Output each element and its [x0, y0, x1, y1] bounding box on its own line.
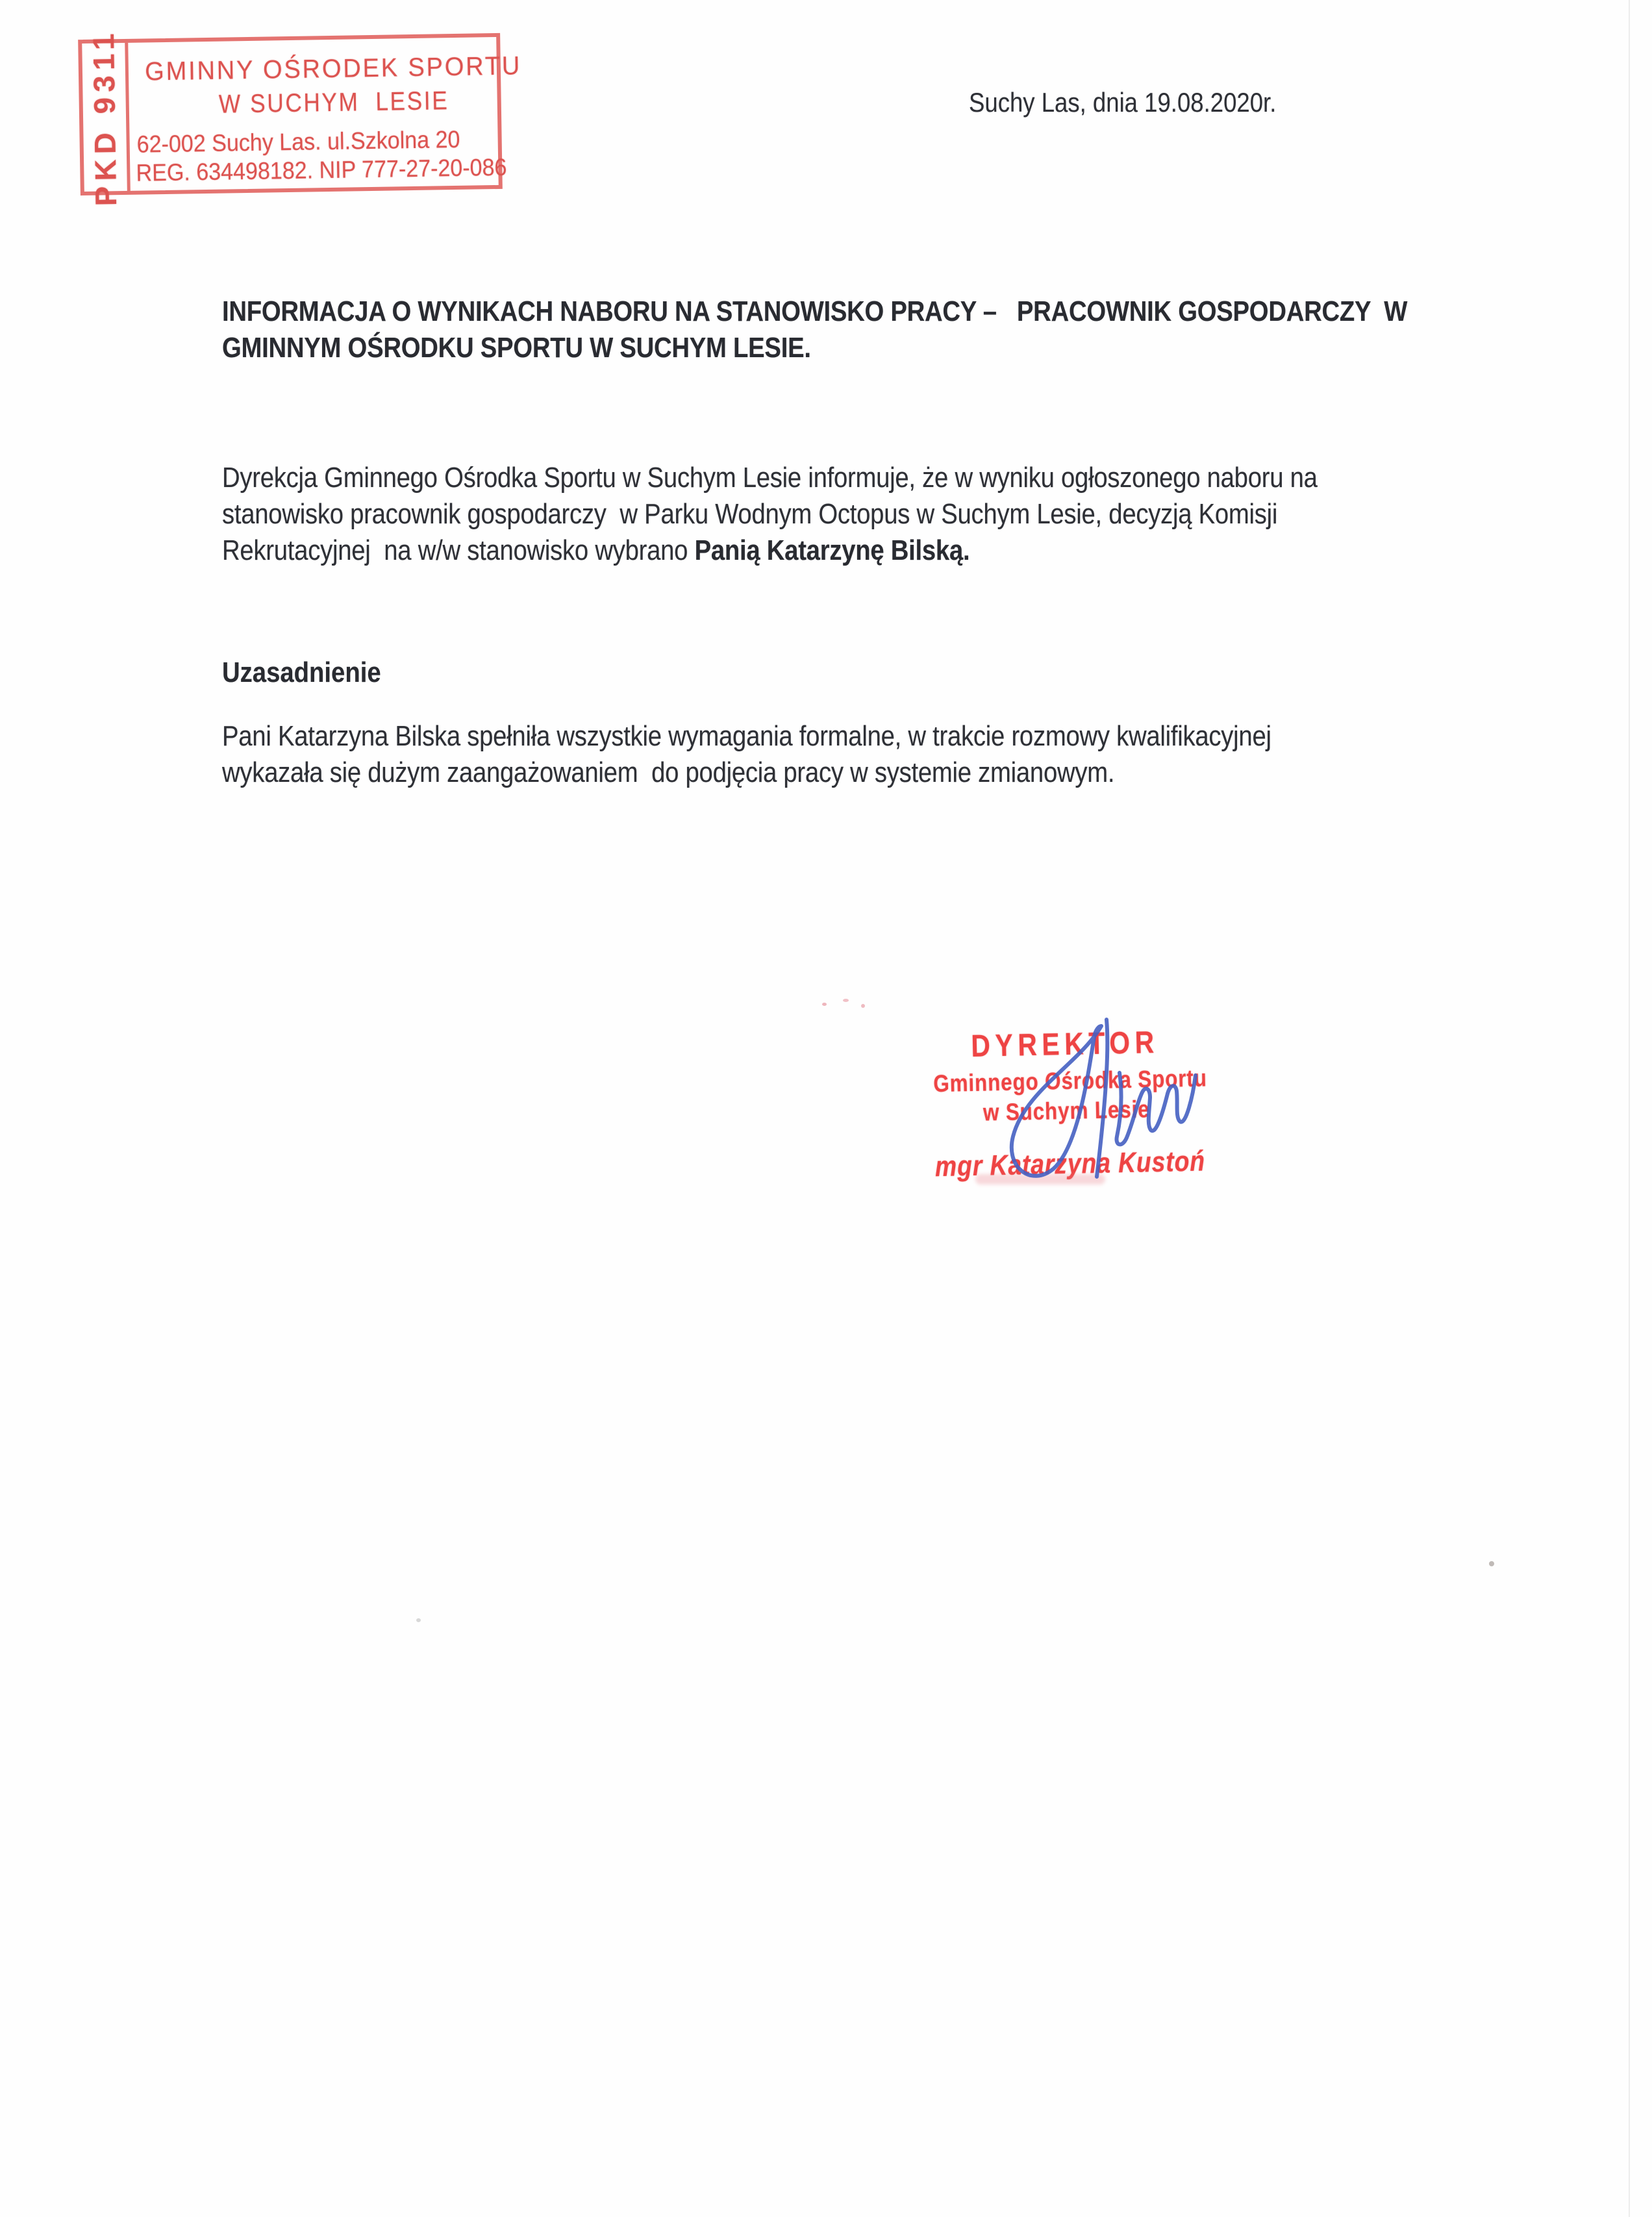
- paragraph2-line-1: Pani Katarzyna Bilska spełniła wszystkie wymagania formalne, w trakcie rozmowy kwalifikacyjnej: [222, 720, 1271, 752]
- director-stamp-title: DYREKTOR: [970, 1025, 1160, 1064]
- stamp-reg-nip-line: REG. 634498182. NIP 777-27-20-086: [136, 153, 507, 186]
- justification-heading-text: Uzasadnienie: [222, 657, 381, 688]
- paragraph1-line-2: stanowisko pracownik gospodarczy w Parku Wodnym Octopus w Suchym Lesie, decyzją Komisji: [222, 498, 1278, 530]
- office-address-stamp: [78, 28, 522, 207]
- paragraph-justification: [222, 718, 1428, 791]
- title-line-1: INFORMACJA O WYNIKACH NABORU NA STANOWISKO PRACY – PRACOWNIK GOSPODARCZY W: [222, 295, 1408, 327]
- stamp-address-line: 62-002 Suchy Las. ul.Szkolna 20: [136, 125, 460, 158]
- date-text: Suchy Las, dnia 19.08.2020r.: [969, 87, 1277, 118]
- stamp-pkd-code: PKD 9311: [86, 28, 123, 207]
- director-stamp-name: mgr Katarzyna Kustoń: [934, 1145, 1206, 1183]
- title-line-2: GMINNYM OŚRODKU SPORTU W SUCHYM LESIE.: [222, 332, 811, 364]
- stamp-org-name-line1: GMINNY OŚRODEK SPORTU: [144, 51, 522, 86]
- paragraph-announcement: [222, 460, 1481, 569]
- handwritten-signature: [971, 1010, 1199, 1205]
- scan-speck: [822, 1003, 827, 1006]
- scan-speck: [416, 1618, 421, 1622]
- stamp-pkd-section: [82, 28, 131, 207]
- director-stamp-org-line2: w Suchym Lesie: [982, 1096, 1150, 1126]
- paragraph2-line-2: wykazała się dużym zaangażowaniem do podjęcia pracy w systemie zmianowym.: [222, 757, 1115, 788]
- scan-speck: [861, 1004, 865, 1008]
- justification-heading: [222, 655, 405, 691]
- signature-squiggle: [1116, 1073, 1195, 1144]
- scan-speck: [843, 999, 849, 1002]
- director-stamp-org-line1: Gminnego Ośrodka Sportu: [932, 1064, 1208, 1097]
- scan-speck: [1489, 1561, 1494, 1566]
- paragraph1-line-1: Dyrekcja Gminnego Ośrodka Sportu w Suchym Lesie informuje, że w wyniku ogłoszonego naboru na: [222, 462, 1318, 494]
- signature-loop: [1012, 1026, 1101, 1176]
- stamp-org-name-line2: W SUCHYM LESIE: [218, 86, 449, 119]
- paragraph1-line-3: [222, 532, 1318, 569]
- scan-edge-line: [1629, 0, 1630, 2217]
- letter-title: [222, 294, 1584, 366]
- selected-candidate-name: Panią Katarzynę Bilską.: [694, 534, 970, 566]
- letter-date: [969, 84, 1322, 121]
- stamp-main-section: [128, 36, 540, 191]
- paragraph1-line-3-normal: Rekrutacyjnej na w/w stanowisko wybrano: [222, 534, 695, 566]
- signature-tall-stroke: [1097, 1020, 1107, 1177]
